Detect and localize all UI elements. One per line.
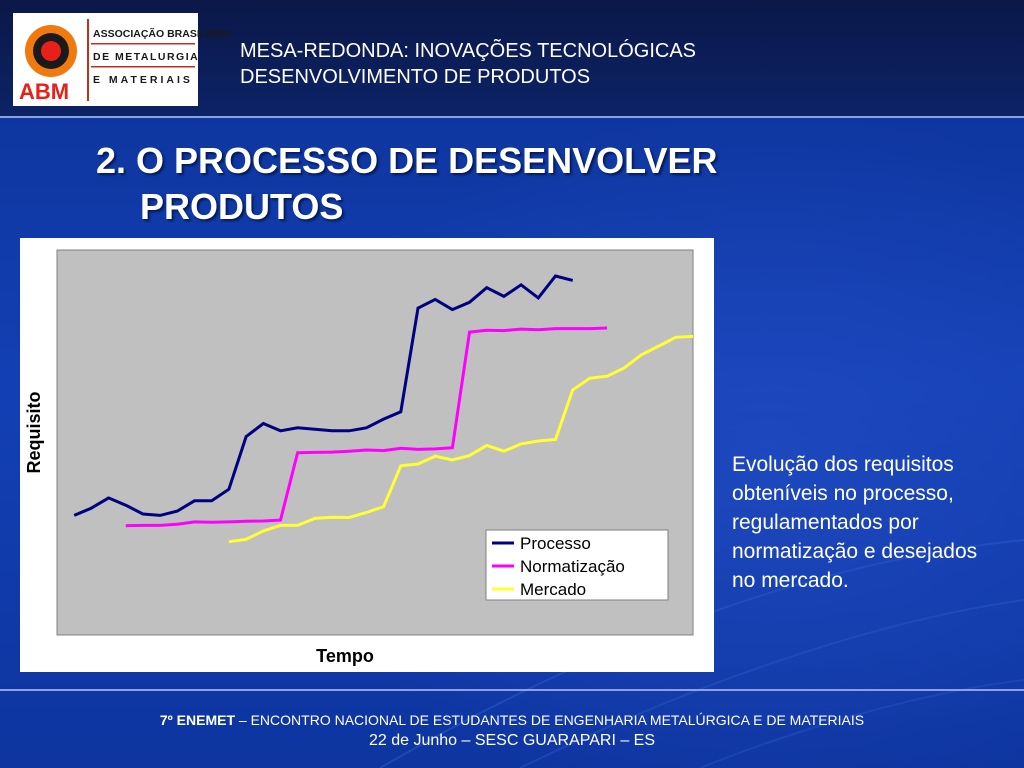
x-axis-label: Tempo: [316, 646, 374, 666]
logo-line-1: ASSOCIAÇÃO BRASILEIRA: [93, 28, 232, 40]
abm-logo: [13, 13, 232, 106]
logo-line-3: E MATERIAIS: [93, 74, 193, 86]
legend-label-processo: Processo: [520, 534, 591, 553]
footer-line-1: [0, 710, 1024, 730]
chart-container: [20, 238, 714, 672]
footer: [0, 710, 1024, 752]
chart-legend: [486, 530, 668, 600]
header-title-line-2: DESENVOLVIMENTO DE PRODUTOS: [240, 66, 591, 88]
logo-acronym: ABM: [19, 79, 70, 104]
header-title: [240, 38, 696, 90]
footer-edition: 7º ENEMET: [159, 712, 236, 728]
line-chart: [20, 238, 714, 672]
legend-label-normatizacao: Normatização: [520, 557, 625, 576]
slide-heading: [96, 138, 717, 230]
header-divider: [0, 116, 1024, 118]
legend-label-mercado: Mercado: [520, 580, 587, 599]
chart-caption: Evolução dos requisitos obteníveis no processo, regulamentados por normatização e desejados no mercado.: [732, 453, 978, 592]
footer-event: – ENCONTRO NACIONAL DE ESTUDANTES DE ENGENHARIA METALÚRGICA E DE MATERIAIS: [235, 712, 865, 728]
slide-heading-line-1: 2. O PROCESSO DE DESENVOLVER: [96, 140, 718, 181]
logo-line-2: DE METALURGIA: [93, 51, 200, 63]
footer-line-2: 22 de Junho – SESC GUARAPARI – ES: [368, 732, 656, 749]
header-title-line-1: MESA-REDONDA: INOVAÇÕES TECNOLÓGICAS: [240, 40, 697, 62]
slide-heading-line-2: PRODUTOS: [140, 186, 344, 227]
footer-divider: [0, 689, 1024, 691]
y-axis-label: Requisito: [24, 391, 44, 474]
